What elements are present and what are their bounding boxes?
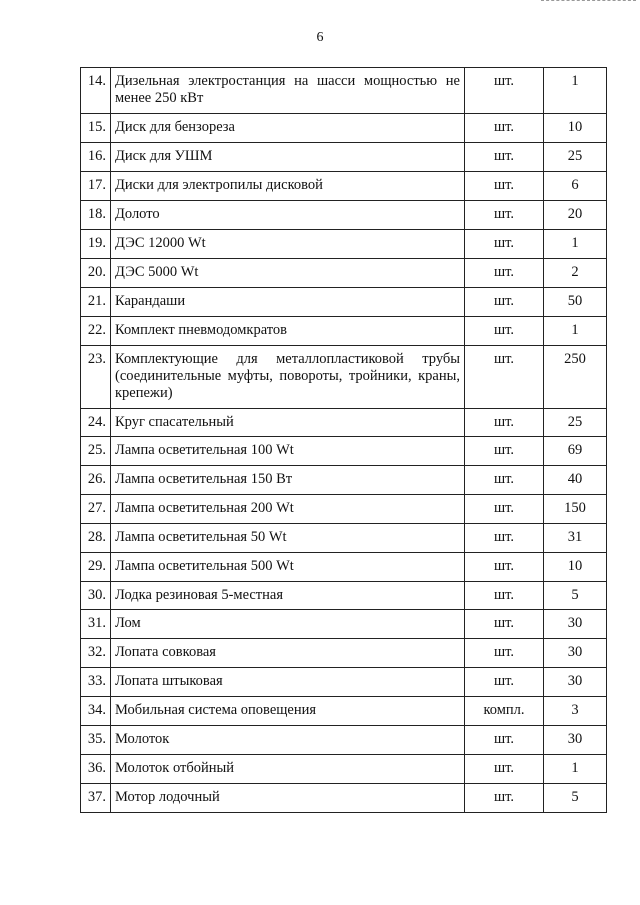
table-row (81, 466, 607, 495)
row-number: 35. (81, 726, 111, 755)
table-row (81, 230, 607, 259)
item-quantity: 2 (544, 259, 607, 288)
row-number: 37. (81, 784, 111, 813)
table-row (81, 437, 607, 466)
row-number: 18. (81, 201, 111, 230)
item-unit: шт. (465, 582, 544, 610)
item-quantity: 150 (544, 495, 607, 524)
item-unit: шт. (465, 610, 544, 639)
table-row (81, 172, 607, 201)
table-row (81, 409, 607, 437)
table-row (81, 784, 607, 813)
item-unit: шт. (465, 346, 544, 409)
item-name: Лодка резиновая 5-местная (111, 582, 465, 610)
item-name: Комплект пневмодомкратов (111, 317, 465, 346)
table-row (81, 610, 607, 639)
item-quantity: 6 (544, 172, 607, 201)
item-unit: шт. (465, 639, 544, 668)
item-name: Карандаши (111, 288, 465, 317)
item-unit: шт. (465, 68, 544, 114)
row-number: 31. (81, 610, 111, 639)
table-row (81, 346, 607, 409)
item-quantity: 10 (544, 553, 607, 582)
item-unit: шт. (465, 317, 544, 346)
item-quantity: 69 (544, 437, 607, 466)
item-quantity: 1 (544, 317, 607, 346)
table-row (81, 201, 607, 230)
item-name: Лампа осветительная 500 Wt (111, 553, 465, 582)
row-number: 15. (81, 114, 111, 143)
item-name: Диск для бензореза (111, 114, 465, 143)
table-row (81, 317, 607, 346)
item-name: Мобильная система оповещения (111, 697, 465, 726)
row-number: 19. (81, 230, 111, 259)
item-unit: шт. (465, 201, 544, 230)
row-number: 36. (81, 755, 111, 784)
item-name: Лом (111, 610, 465, 639)
item-name: Молоток отбойный (111, 755, 465, 784)
table-row (81, 697, 607, 726)
row-number: 25. (81, 437, 111, 466)
row-number: 34. (81, 697, 111, 726)
item-quantity: 50 (544, 288, 607, 317)
item-quantity: 20 (544, 201, 607, 230)
item-name: Лопата совковая (111, 639, 465, 668)
row-number: 14. (81, 68, 111, 114)
row-number: 16. (81, 143, 111, 172)
item-quantity: 30 (544, 610, 607, 639)
item-unit: шт. (465, 784, 544, 813)
scan-artifact-line (541, 0, 636, 3)
item-quantity: 5 (544, 784, 607, 813)
item-name: Диск для УШМ (111, 143, 465, 172)
row-number: 27. (81, 495, 111, 524)
item-unit: шт. (465, 288, 544, 317)
item-quantity: 30 (544, 639, 607, 668)
page-number: 6 (316, 30, 324, 45)
item-quantity: 40 (544, 466, 607, 495)
item-unit: шт. (465, 230, 544, 259)
table-body (81, 68, 607, 813)
row-number: 23. (81, 346, 111, 409)
item-unit: шт. (465, 553, 544, 582)
table-row (81, 639, 607, 668)
row-number: 33. (81, 668, 111, 697)
table-row (81, 288, 607, 317)
row-number: 22. (81, 317, 111, 346)
table-row (81, 553, 607, 582)
row-number: 32. (81, 639, 111, 668)
row-number: 28. (81, 524, 111, 553)
row-number: 20. (81, 259, 111, 288)
table-row (81, 114, 607, 143)
item-name: Круг спасательный (111, 409, 465, 437)
item-unit: шт. (465, 172, 544, 201)
table-row (81, 668, 607, 697)
row-number: 26. (81, 466, 111, 495)
item-unit: шт. (465, 466, 544, 495)
item-quantity: 30 (544, 726, 607, 755)
item-unit: шт. (465, 114, 544, 143)
item-unit: шт. (465, 437, 544, 466)
row-number: 17. (81, 172, 111, 201)
item-unit: шт. (465, 755, 544, 784)
item-unit: компл. (465, 697, 544, 726)
table-row (81, 143, 607, 172)
item-unit: шт. (465, 409, 544, 437)
item-name: Диски для электропилы дисковой (111, 172, 465, 201)
item-quantity: 250 (544, 346, 607, 409)
item-name: ДЭС 12000 Wt (111, 230, 465, 259)
item-name: Лампа осветительная 50 Wt (111, 524, 465, 553)
item-name: Мотор лодочный (111, 784, 465, 813)
item-name: Молоток (111, 726, 465, 755)
item-quantity: 5 (544, 582, 607, 610)
row-number: 24. (81, 409, 111, 437)
item-name: Лопата штыковая (111, 668, 465, 697)
table-row (81, 755, 607, 784)
table-row (81, 524, 607, 553)
item-name: Лампа осветительная 150 Вт (111, 466, 465, 495)
row-number: 21. (81, 288, 111, 317)
item-quantity: 10 (544, 114, 607, 143)
item-name: ДЭС 5000 Wt (111, 259, 465, 288)
item-quantity: 25 (544, 409, 607, 437)
item-quantity: 3 (544, 697, 607, 726)
table-row (81, 68, 607, 114)
item-quantity: 25 (544, 143, 607, 172)
item-name: Долото (111, 201, 465, 230)
table-row (81, 259, 607, 288)
item-quantity: 30 (544, 668, 607, 697)
item-name: Комплектующие для металлопластиковой трубы (соединительные муфты, повороты, тройники, краны, крепежи) (111, 346, 465, 409)
table-row (81, 726, 607, 755)
table-row (81, 582, 607, 610)
item-quantity: 1 (544, 755, 607, 784)
row-number: 30. (81, 582, 111, 610)
item-unit: шт. (465, 143, 544, 172)
item-quantity: 1 (544, 68, 607, 114)
item-name: Дизельная электростанция на шасси мощностью не менее 250 кВт (111, 68, 465, 114)
item-quantity: 31 (544, 524, 607, 553)
item-unit: шт. (465, 495, 544, 524)
table-row (81, 495, 607, 524)
item-quantity: 1 (544, 230, 607, 259)
item-name: Лампа осветительная 200 Wt (111, 495, 465, 524)
item-name: Лампа осветительная 100 Wt (111, 437, 465, 466)
item-unit: шт. (465, 668, 544, 697)
equipment-table (80, 67, 607, 813)
item-unit: шт. (465, 259, 544, 288)
item-unit: шт. (465, 726, 544, 755)
item-unit: шт. (465, 524, 544, 553)
row-number: 29. (81, 553, 111, 582)
